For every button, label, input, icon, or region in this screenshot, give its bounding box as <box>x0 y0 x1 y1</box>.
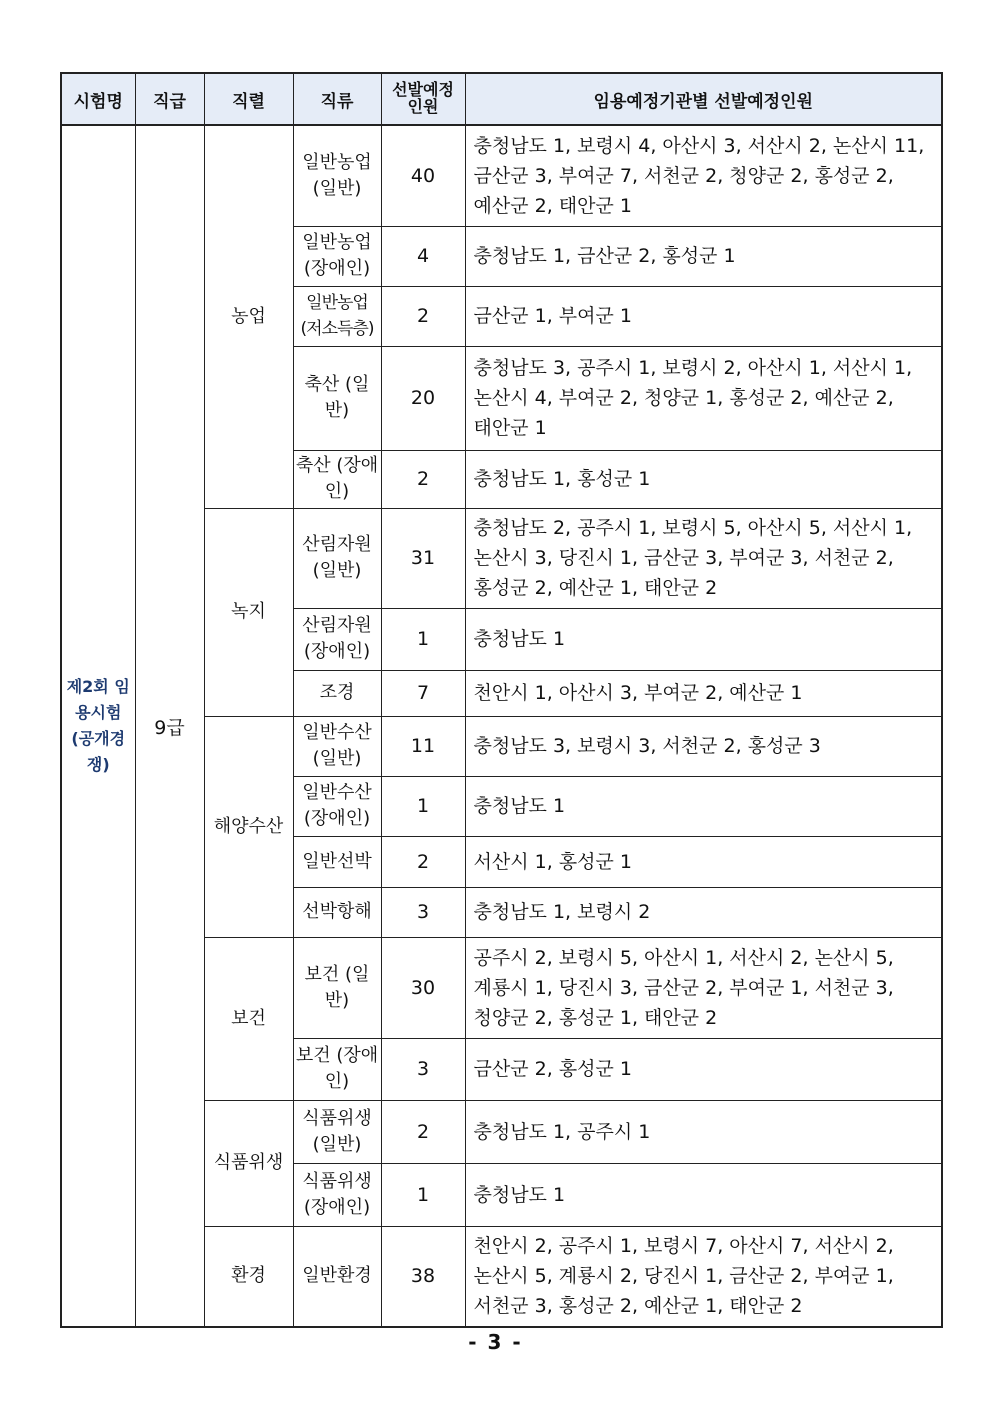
agencies-cell: 충청남도 3, 공주시 1, 보령시 2, 아산시 1, 서산시 1, 논산시 4, 부여군 2, 청양군 1, 홍성군 2, 예산군 2, 태안군 1 <box>465 346 942 450</box>
header-exam: 시험명 <box>61 73 135 125</box>
series-cell: 보건 <box>204 937 293 1100</box>
agencies-cell: 충청남도 1, 금산군 2, 홍성군 1 <box>465 226 942 286</box>
count-cell: 3 <box>381 887 465 937</box>
count-cell: 2 <box>381 1100 465 1163</box>
exam-name: 제2회 임용시험 (공개경쟁) <box>66 677 130 774</box>
category-cell: 선박항해 <box>293 887 381 937</box>
category-cell <box>293 286 381 346</box>
table-header-row <box>61 73 942 125</box>
count-cell: 3 <box>381 1038 465 1100</box>
series-cell: 녹지 <box>204 508 293 716</box>
count-cell: 1 <box>381 608 465 670</box>
category-cell: 조경 <box>293 670 381 716</box>
category-cell: 식품위생 (장애인) <box>293 1163 381 1226</box>
category-cell: 식품위생 (일반) <box>293 1100 381 1163</box>
count-cell: 40 <box>381 125 465 226</box>
category-cell: 일반수산 (일반) <box>293 716 381 776</box>
count-cell: 7 <box>381 670 465 716</box>
count-cell: 1 <box>381 776 465 836</box>
agencies-cell: 천안시 2, 공주시 1, 보령시 7, 아산시 7, 서산시 2, 논산시 5, 계룡시 2, 당진시 1, 금산군 2, 부여군 1, 서천군 3, 홍성군 2, 예산군 1, 태안군 2 <box>465 1226 942 1327</box>
agencies-cell: 충청남도 2, 공주시 1, 보령시 5, 아산시 5, 서산시 1, 논산시 3, 당진시 1, 금산군 3, 부여군 3, 서천군 2, 홍성군 2, 예산군 1, 태안군 2 <box>465 508 942 608</box>
category-cell: 일반환경 <box>293 1226 381 1327</box>
header-series: 직렬 <box>204 73 293 125</box>
agencies-cell: 충청남도 1, 보령시 2 <box>465 887 942 937</box>
header-count: 선발예정인원 <box>381 73 465 125</box>
agencies-cell: 충청남도 1 <box>465 1163 942 1226</box>
table-row <box>61 125 942 226</box>
agencies-cell: 충청남도 1, 공주시 1 <box>465 1100 942 1163</box>
header-category: 직류 <box>293 73 381 125</box>
count-cell: 38 <box>381 1226 465 1327</box>
category-cell: 축산 (일반) <box>293 346 381 450</box>
agencies-cell: 공주시 2, 보령시 5, 아산시 1, 서산시 2, 논산시 5, 계룡시 1, 당진시 3, 금산군 2, 부여군 1, 서천군 3, 청양군 2, 홍성군 1, 태안군 2 <box>465 937 942 1038</box>
agencies-cell: 충청남도 1, 홍성군 1 <box>465 450 942 508</box>
count-cell: 4 <box>381 226 465 286</box>
count-cell: 1 <box>381 1163 465 1226</box>
count-cell: 2 <box>381 286 465 346</box>
category-label: 일반농업 (저소득층) <box>300 293 374 339</box>
category-cell: 산림자원 (장애인) <box>293 608 381 670</box>
grade-cell: 9급 <box>135 125 204 1327</box>
header-grade: 직급 <box>135 73 204 125</box>
count-cell: 2 <box>381 450 465 508</box>
count-cell: 11 <box>381 716 465 776</box>
series-cell: 환경 <box>204 1226 293 1327</box>
count-cell: 31 <box>381 508 465 608</box>
agencies-cell: 충청남도 3, 보령시 3, 서천군 2, 홍성군 3 <box>465 716 942 776</box>
category-cell: 일반농업 (장애인) <box>293 226 381 286</box>
recruitment-table <box>60 72 943 1328</box>
series-cell: 농업 <box>204 125 293 508</box>
category-cell: 일반수산 (장애인) <box>293 776 381 836</box>
page-number: - 3 - <box>468 1330 523 1354</box>
agencies-cell: 천안시 1, 아산시 3, 부여군 2, 예산군 1 <box>465 670 942 716</box>
category-cell: 일반선박 <box>293 836 381 887</box>
agencies-cell: 금산군 2, 홍성군 1 <box>465 1038 942 1100</box>
category-cell: 축산 (장애인) <box>293 450 381 508</box>
count-cell: 20 <box>381 346 465 450</box>
agencies-cell: 충청남도 1, 보령시 4, 아산시 3, 서산시 2, 논산시 11, 금산군 3, 부여군 7, 서천군 2, 청양군 2, 홍성군 2, 예산군 2, 태안군 1 <box>465 125 942 226</box>
count-cell: 2 <box>381 836 465 887</box>
header-agencies: 임용예정기관별 선발예정인원 <box>465 73 942 125</box>
agencies-cell: 충청남도 1 <box>465 608 942 670</box>
agencies-cell: 서산시 1, 홍성군 1 <box>465 836 942 887</box>
agencies-cell: 충청남도 1 <box>465 776 942 836</box>
exam-name-cell <box>61 125 135 1327</box>
category-cell: 일반농업 (일반) <box>293 125 381 226</box>
category-cell: 보건 (일반) <box>293 937 381 1038</box>
count-cell: 30 <box>381 937 465 1038</box>
series-cell: 해양수산 <box>204 716 293 937</box>
agencies-cell: 금산군 1, 부여군 1 <box>465 286 942 346</box>
category-cell: 산림자원 (일반) <box>293 508 381 608</box>
category-cell: 보건 (장애인) <box>293 1038 381 1100</box>
series-cell: 식품위생 <box>204 1100 293 1226</box>
